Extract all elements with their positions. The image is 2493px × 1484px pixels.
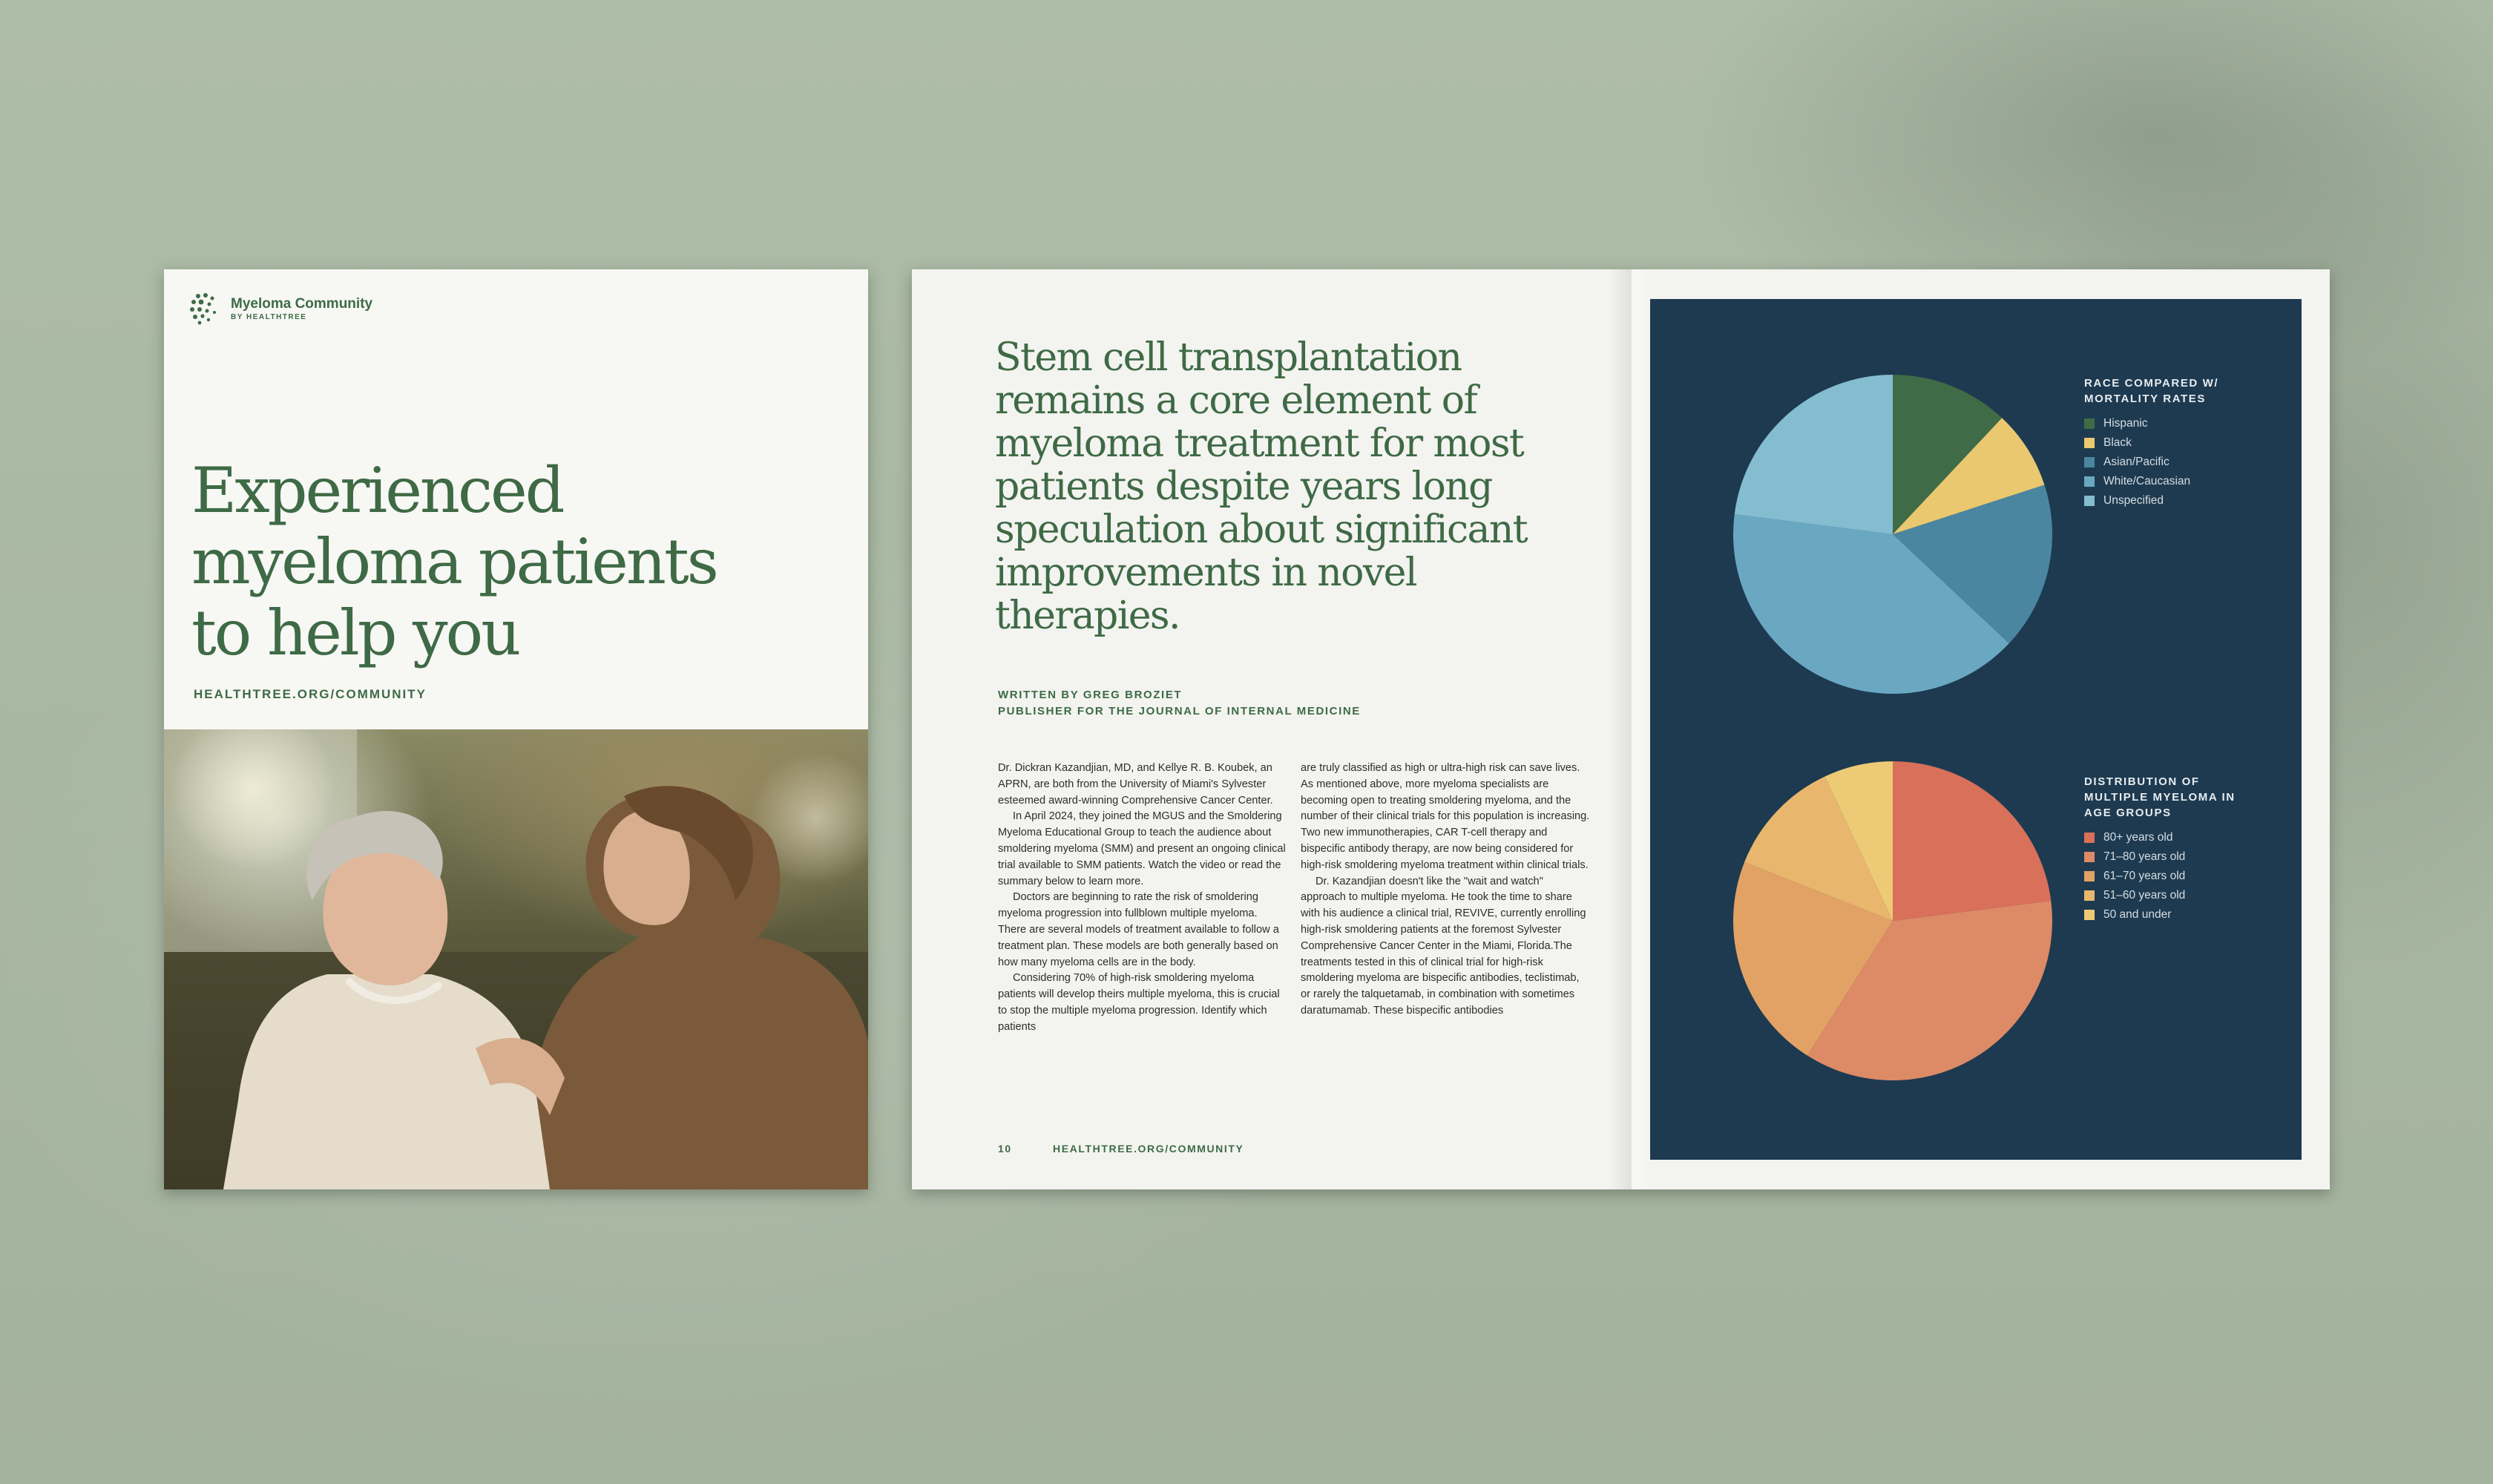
legend-label: Black (2103, 436, 2132, 449)
brand-name: Myeloma Community (231, 295, 373, 312)
footer-url: HEALTHTREE.ORG/COMMUNITY (1053, 1143, 1244, 1155)
legend-label: White/Caucasian (2103, 475, 2191, 487)
legend-item (2084, 867, 2255, 886)
article-byline (998, 687, 1361, 720)
page-number: 10 (998, 1143, 1012, 1155)
chart-panel (1650, 299, 2302, 1160)
legend-label: Hispanic (2103, 417, 2148, 430)
legend-item (2084, 491, 2255, 510)
body-column-2 (1301, 761, 1590, 1020)
chart-title: RACE COMPARED W/ MORTALITY RATES (2084, 377, 2219, 405)
cover-title: Experienced myeloma patients to help you (191, 454, 717, 669)
byline-role: PUBLISHER FOR THE JOURNAL OF INTERNAL MEDICINE (998, 705, 1361, 718)
legend-label: 61–70 years old (2103, 870, 2186, 882)
legend-swatch (2084, 890, 2095, 901)
pie-slice-80-years-old (1893, 761, 2051, 921)
legend-item (2084, 886, 2255, 905)
paragraph: Considering 70% of high-risk smoldering myeloma patients will develop theirs multiple myeloma, this is crucial to stop the multiple myeloma progression. Identify which patients (998, 972, 1280, 1033)
legend-swatch (2084, 833, 2095, 843)
legend-label: 71–80 years old (2103, 850, 2186, 863)
legend-race (2084, 375, 2255, 510)
article-spread (912, 269, 2330, 1189)
paragraph: Dr. Dickran Kazandjian, MD, and Kellye R. B. Koubek, an APRN, are both from the University of Miami's Sylvester esteemed award-winning Comprehensive Cancer Center. (998, 762, 1273, 807)
legend-label: 50 and under (2103, 908, 2172, 921)
legend-item (2084, 414, 2255, 433)
legend-item (2084, 433, 2255, 453)
body-column-1 (998, 761, 1287, 1036)
chart-title: DISTRIBUTION OF MULTIPLE MYELOMA IN AGE GROUPS (2084, 775, 2236, 819)
legend-swatch (2084, 852, 2095, 862)
pie-slice-unspecified (1735, 375, 1893, 534)
byline-author: WRITTEN BY GREG BROZIET (998, 689, 1183, 701)
legend-item (2084, 472, 2255, 491)
legend-label: 80+ years old (2103, 831, 2173, 844)
legend-swatch (2084, 438, 2095, 448)
legend-swatch (2084, 910, 2095, 920)
legend-age (2084, 774, 2255, 925)
legend-swatch (2084, 418, 2095, 429)
legend-swatch (2084, 457, 2095, 467)
legend-label: Unspecified (2103, 494, 2164, 507)
legend-swatch (2084, 476, 2095, 487)
paragraph: Doctors are beginning to rate the risk of smoldering myeloma progression into fullblown multiple myeloma. There are several models of treatment available to follow a treatment plan. These models are both generally based on how many myeloma cells are in the body. (998, 891, 1279, 968)
legend-label: 51–60 years old (2103, 889, 2186, 902)
brand-logo (189, 292, 372, 326)
cover-page (164, 269, 868, 1189)
dots-logo-icon (189, 292, 223, 326)
paragraph: are truly classified as high or ultra-high risk can save lives. As mentioned above, more myeloma specialists are becoming open to treating smoldering myeloma, and the number of their clinical trials for this population is increasing. Two new immunotherapies, CAR T-cell therapy and bispecific antibody therapy, are now being considered for high-risk smoldering myeloma treatment within clinical trials. (1301, 762, 1590, 871)
paragraph: In April 2024, they joined the MGUS and the Smoldering Myeloma Educational Group to teach the audience about smoldering myeloma (SMM) and present an ongoing clinical trial available to SMM patients. Watch the video or read the summary below to learn more. (998, 810, 1286, 887)
cover-url: HEALTHTREE.ORG/COMMUNITY (194, 687, 427, 701)
legend-item (2084, 453, 2255, 472)
spread-gutter (1609, 269, 1654, 1189)
legend-label: Asian/Pacific (2103, 456, 2170, 468)
legend-swatch (2084, 496, 2095, 506)
cover-photo (164, 729, 868, 1189)
article-headline: Stem cell transplantation remains a core element of myeloma treatment for most patients despite years long speculation about significant improvements in novel therapies. (995, 335, 1528, 638)
legend-item (2084, 905, 2255, 925)
paragraph: Dr. Kazandjian doesn't like the "wait and watch" approach to multiple myeloma. He took the time to share with his audience a clinical trial, REVIVE, currently enrolling high-risk smoldering patients at the foremost Sylvester Comprehensive Cancer Center in the Miami, Florida.The treatments tested in this of clinical trial for high-risk smoldering myeloma are bispecific antibodies, teclistimab, or rarely the talquetamab, in combination with sometimes daratumamab. These bispecific antibodies (1301, 875, 1586, 1017)
legend-item (2084, 828, 2255, 847)
legend-item (2084, 847, 2255, 867)
brand-subtitle: BY HEALTHTREE (231, 312, 307, 321)
legend-swatch (2084, 871, 2095, 881)
